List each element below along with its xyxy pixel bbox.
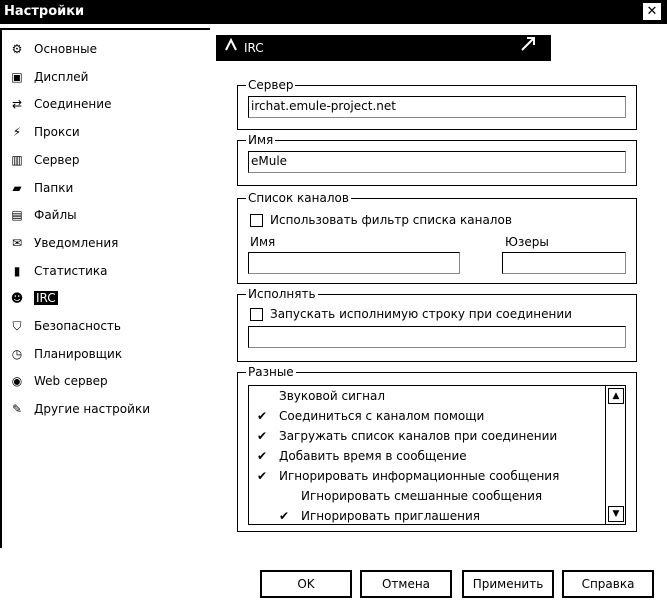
irc-icon: ☻ <box>10 291 24 306</box>
sidebar-item-label: Папки <box>34 180 74 195</box>
list-item[interactable] <box>249 386 604 406</box>
sidebar-item-tools[interactable] <box>8 398 208 420</box>
channel-name-label: Имя <box>250 235 276 249</box>
name-input[interactable]: eMule <box>248 151 626 173</box>
scroll-up-button[interactable]: ▲ <box>608 388 624 404</box>
sidebar <box>0 28 210 548</box>
irc-icon <box>224 35 238 61</box>
list-item[interactable] <box>249 426 604 446</box>
monitor-icon: ▣ <box>11 69 23 84</box>
scroll-down-button[interactable]: ▼ <box>608 506 624 522</box>
channel-users-label: Юзеры <box>505 235 549 249</box>
sidebar-item-gear[interactable] <box>8 38 208 60</box>
server-icon: ▥ <box>11 152 23 167</box>
cancel-button[interactable]: Отмена <box>360 570 452 598</box>
sidebar-item-security[interactable] <box>8 315 208 337</box>
sidebar-item-label: Другие настройки <box>34 402 150 417</box>
sidebar-item-notification[interactable] <box>8 232 208 254</box>
sidebar-item-label: Планировщик <box>34 346 123 361</box>
sidebar-item-label: Web сервер <box>34 374 108 389</box>
server-group-legend: Сервер <box>248 78 294 92</box>
panel-title: IRC <box>244 41 264 55</box>
execute-command-input[interactable] <box>248 326 626 348</box>
list-item-label: Звуковой сигнал <box>279 389 386 403</box>
server-input[interactable]: irchat.emule-project.net <box>248 96 626 118</box>
sidebar-item-label: Безопасность <box>34 319 121 333</box>
checkmark-icon[interactable]: ✔ <box>256 449 268 463</box>
sidebar-item-label: Статистика <box>34 263 108 278</box>
list-item[interactable] <box>249 486 604 506</box>
sidebar-item-label: Файлы <box>34 208 77 223</box>
ok-button[interactable]: OK <box>260 570 352 598</box>
tools-icon: ✎ <box>11 402 23 417</box>
statistics-icon: ▮ <box>13 263 21 278</box>
sidebar-item-connection[interactable] <box>8 93 208 115</box>
channel-users-input[interactable] <box>502 252 626 274</box>
files-icon: ▤ <box>11 208 23 223</box>
sidebar-item-label: Соединение <box>34 97 112 112</box>
checkmark-icon[interactable]: ✔ <box>256 429 268 443</box>
connection-icon: ⇄ <box>11 97 23 112</box>
apply-button[interactable]: Применить <box>462 570 554 598</box>
sidebar-item-statistics[interactable] <box>8 260 208 282</box>
execute-on-connect-checkbox[interactable] <box>250 308 263 321</box>
title-bar <box>0 0 667 24</box>
channel-list-legend: Список каналов <box>248 191 349 205</box>
channel-filter-checkbox[interactable] <box>250 214 263 227</box>
list-item-label: Игнорировать смешанные сообщения <box>301 489 543 503</box>
sidebar-item-label: Сервер <box>34 152 80 167</box>
security-icon: ⛉ <box>12 318 22 333</box>
sidebar-item-web-server[interactable] <box>8 370 208 392</box>
sidebar-item-server[interactable] <box>8 149 208 171</box>
sidebar-item-files[interactable] <box>8 204 208 226</box>
proxy-icon: ⚡ <box>12 125 22 140</box>
panel-header <box>216 35 551 61</box>
sidebar-item-label: Прокси <box>34 125 80 140</box>
folder-icon: ▰ <box>12 180 22 195</box>
channel-name-input[interactable] <box>248 252 460 274</box>
sidebar-item-proxy[interactable] <box>8 121 208 143</box>
misc-options-list[interactable] <box>248 385 626 525</box>
list-item[interactable] <box>249 406 604 426</box>
sidebar-item-label: Уведомления <box>34 235 119 250</box>
list-item-label: Игнорировать информационные сообщения <box>279 469 560 483</box>
misc-group-legend: Разные <box>248 365 294 379</box>
checkmark-icon[interactable]: ✔ <box>256 409 268 423</box>
name-group-legend: Имя <box>248 133 274 147</box>
sidebar-item-irc[interactable] <box>8 287 208 309</box>
list-item[interactable] <box>249 446 604 466</box>
sidebar-item-label: IRC <box>36 291 56 306</box>
sidebar-item-scheduler[interactable] <box>8 343 208 365</box>
help-button[interactable]: Справка <box>562 570 654 598</box>
channel-filter-label: Использовать фильтр списка каналов <box>270 213 512 227</box>
list-item-label: Соединиться с каналом помощи <box>279 409 485 423</box>
list-item-label: Игнорировать приглашения <box>301 509 480 523</box>
sidebar-item-label: Основные <box>34 42 98 56</box>
execute-group-legend: Исполнять <box>248 287 316 301</box>
list-item-label: Добавить время в сообщение <box>279 449 467 463</box>
web-server-icon: ◉ <box>11 374 23 389</box>
checkmark-icon[interactable]: ✔ <box>256 469 268 483</box>
sidebar-item-monitor[interactable] <box>8 66 208 88</box>
sidebar-item-folder[interactable] <box>8 177 208 199</box>
lightning-icon <box>519 35 537 62</box>
notification-icon: ✉ <box>11 235 23 250</box>
sidebar-item-label: Дисплей <box>34 69 89 84</box>
list-item-label: Загружать список каналов при соединении <box>279 429 558 443</box>
execute-on-connect-label: Запускать исполнимую строку при соединении <box>270 307 572 321</box>
scheduler-icon: ◷ <box>11 346 23 361</box>
window-title: Настройки <box>4 4 85 19</box>
checkmark-icon[interactable]: ✔ <box>278 509 290 523</box>
misc-list-scrollbar[interactable] <box>605 386 625 524</box>
close-button[interactable]: ✕ <box>643 3 661 20</box>
gear-icon: ⚙ <box>11 42 23 56</box>
list-item[interactable] <box>249 506 604 525</box>
list-item[interactable] <box>249 466 604 486</box>
